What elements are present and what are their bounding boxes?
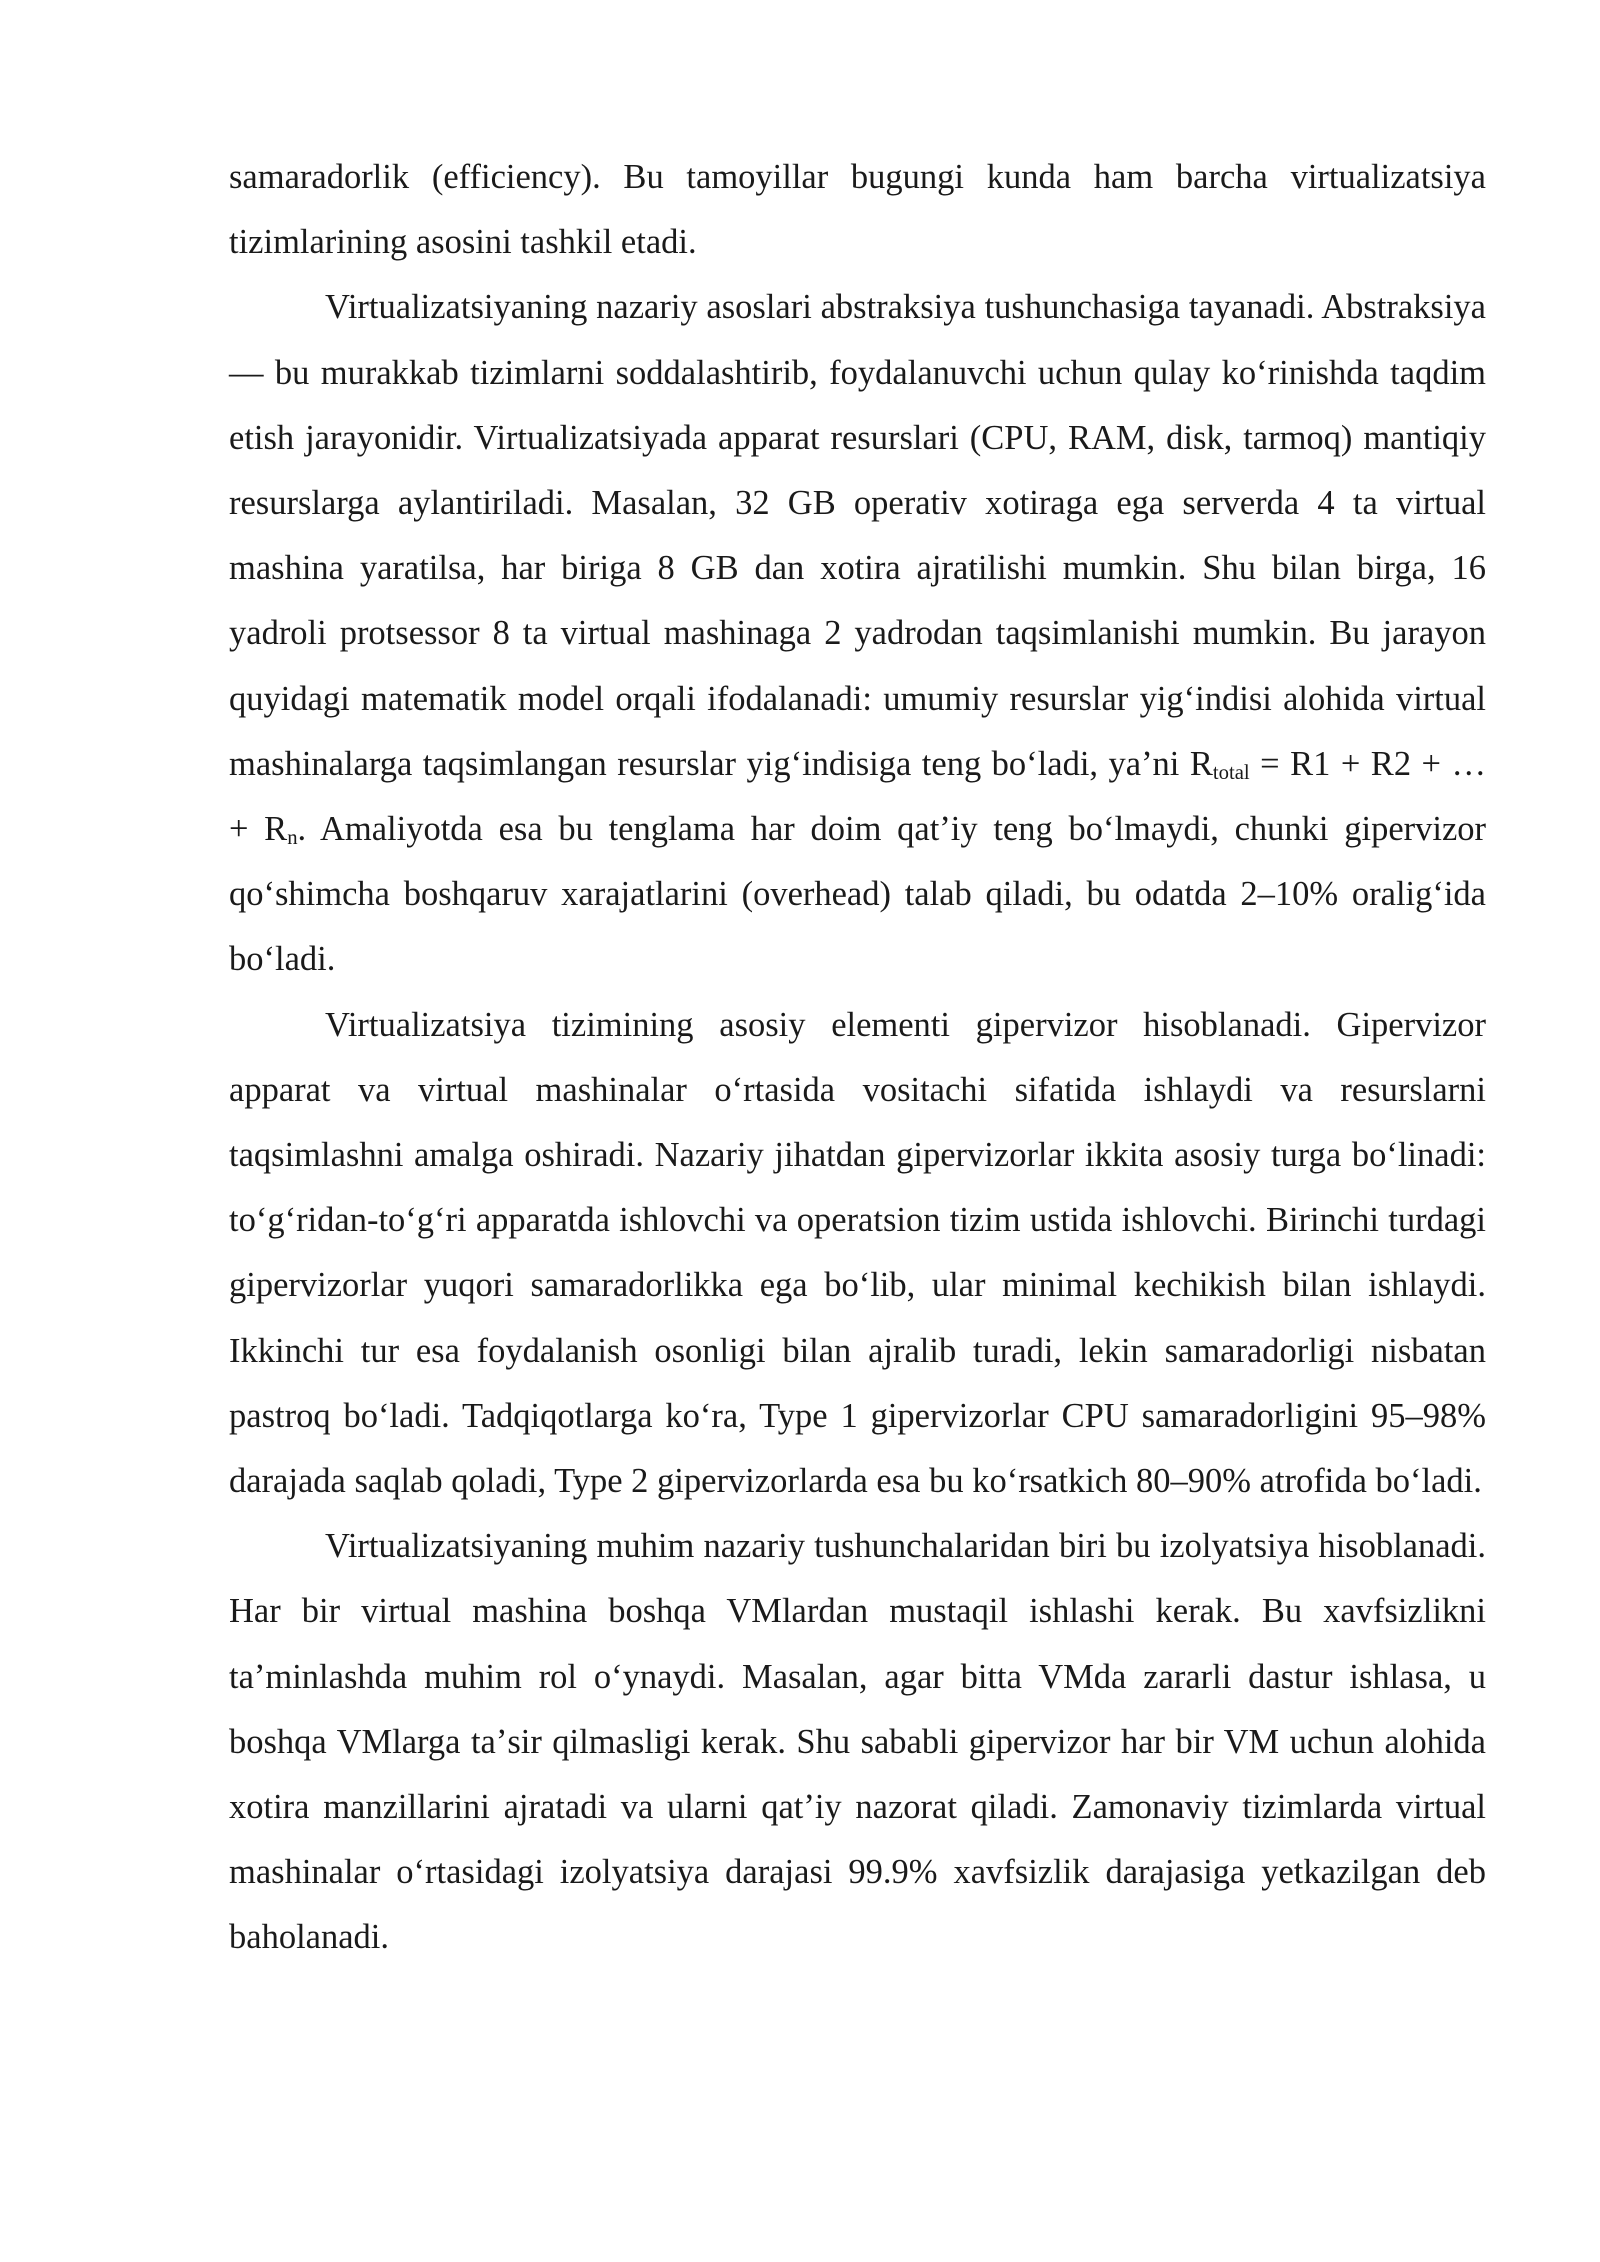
body-text — [229, 145, 1486, 1971]
formula-text: = R1 + R2 + … + R — [229, 744, 1486, 849]
paragraph-hypervisor: Virtualizatsiya tizimining asosiy elementi gipervizor hisoblanadi. Gipervizor apparat va virtual mashinalar oʻrtasida vositachi sifatida ishlaydi va resurslarni taqsimlashni amalga oshiradi. Nazariy jihatdan gipervizorlar ikkita asosiy turga boʻlinadi: toʻgʻridan-toʻgʻri apparatda ishlovchi va operatsion tizim ustida ishlovchi. Birinchi turdagi gipervizorlar yuqori samaradorlikka ega boʻlib, ular minimal kechikish bilan ishlaydi. Ikkinchi tur esa foydalanish osonligi bilan ajralib turadi, lekin samaradorligi nisbatan pastroq boʻladi. Tadqiqotlarga koʻra, Type 1 gipervizorlar CPU samaradorligini 95–98% darajada saqlab qoladi, Type 2 gipervizorlarda esa bu koʻrsatkich 80–90% atrofida boʻladi. — [229, 1005, 1486, 1501]
paragraph-isolation: Virtualizatsiyaning muhim nazariy tushunchalaridan biri bu izolyatsiya hisoblanadi. Har bir virtual mashina boshqa VMlardan mustaqil ishlashi kerak. Bu xavfsizlikni taʼminlashda muhim rol oʻynaydi. Masalan, agar bitta VMda zararli dastur ishlasa, u boshqa VMlarga taʼsir qilmasligi kerak. Shu sababli gipervizor har bir VM uchun alohida xotira manzillarini ajratadi va ularni qatʼiy nazorat qiladi. Zamonaviy tizimlarda virtual mashinalar oʻrtasidagi izolyatsiya darajasi 99.9% xavfsizlik darajasiga yetkazilgan deb baholanadi. — [229, 1527, 1486, 1957]
paragraph-text-end: . Amaliyotda esa bu tenglama har doim qatʼiy teng boʻlmaydi, chunki gipervizor qoʻshimcha boshqaruv xarajatlarini (overhead) talab qiladi, bu odatda 2–10% oraligʻida boʻladi. — [229, 810, 1487, 979]
paragraph-abstraction — [229, 275, 1486, 992]
subscript-n: n — [287, 827, 298, 850]
subscript-total: total — [1212, 761, 1250, 784]
paragraph-continuation: samaradorlik (efficiency). Bu tamoyillar bugungi kunda ham barcha virtualizatsiya tizimlarining asosini tashkil etadi. — [229, 158, 1486, 262]
paragraph-text-start: Virtualizatsiyaning nazariy asoslari abstraksiya tushunchasiga tayanadi. Abstraksiya — bu murakkab tizimlarni soddalashtirib, foydalanuvchi uchun qulay koʻrinishda taqdim etish jarayonidir. Virtualizatsiyada apparat resurslari (CPU, RAM, disk, tarmoq) mantiqiy resurslarga aylantiriladi. Masalan, 32 GB operativ xotiraga ega serverda 4 ta virtual mashina yaratilsa, har biriga 8 GB dan xotira ajratilishi mumkin. Shu bilan birga, 16 yadroli protsessor 8 ta virtual mashinaga 2 yadrodan taqsimlanishi mumkin. Bu jarayon quyidagi matematik model orqali ifodalanadi: umumiy resurslar yigʻindisi alohida virtual mashinalarga taqsimlangan resurslar yigʻindisiga teng boʻladi, yaʼni R — [229, 288, 1486, 783]
